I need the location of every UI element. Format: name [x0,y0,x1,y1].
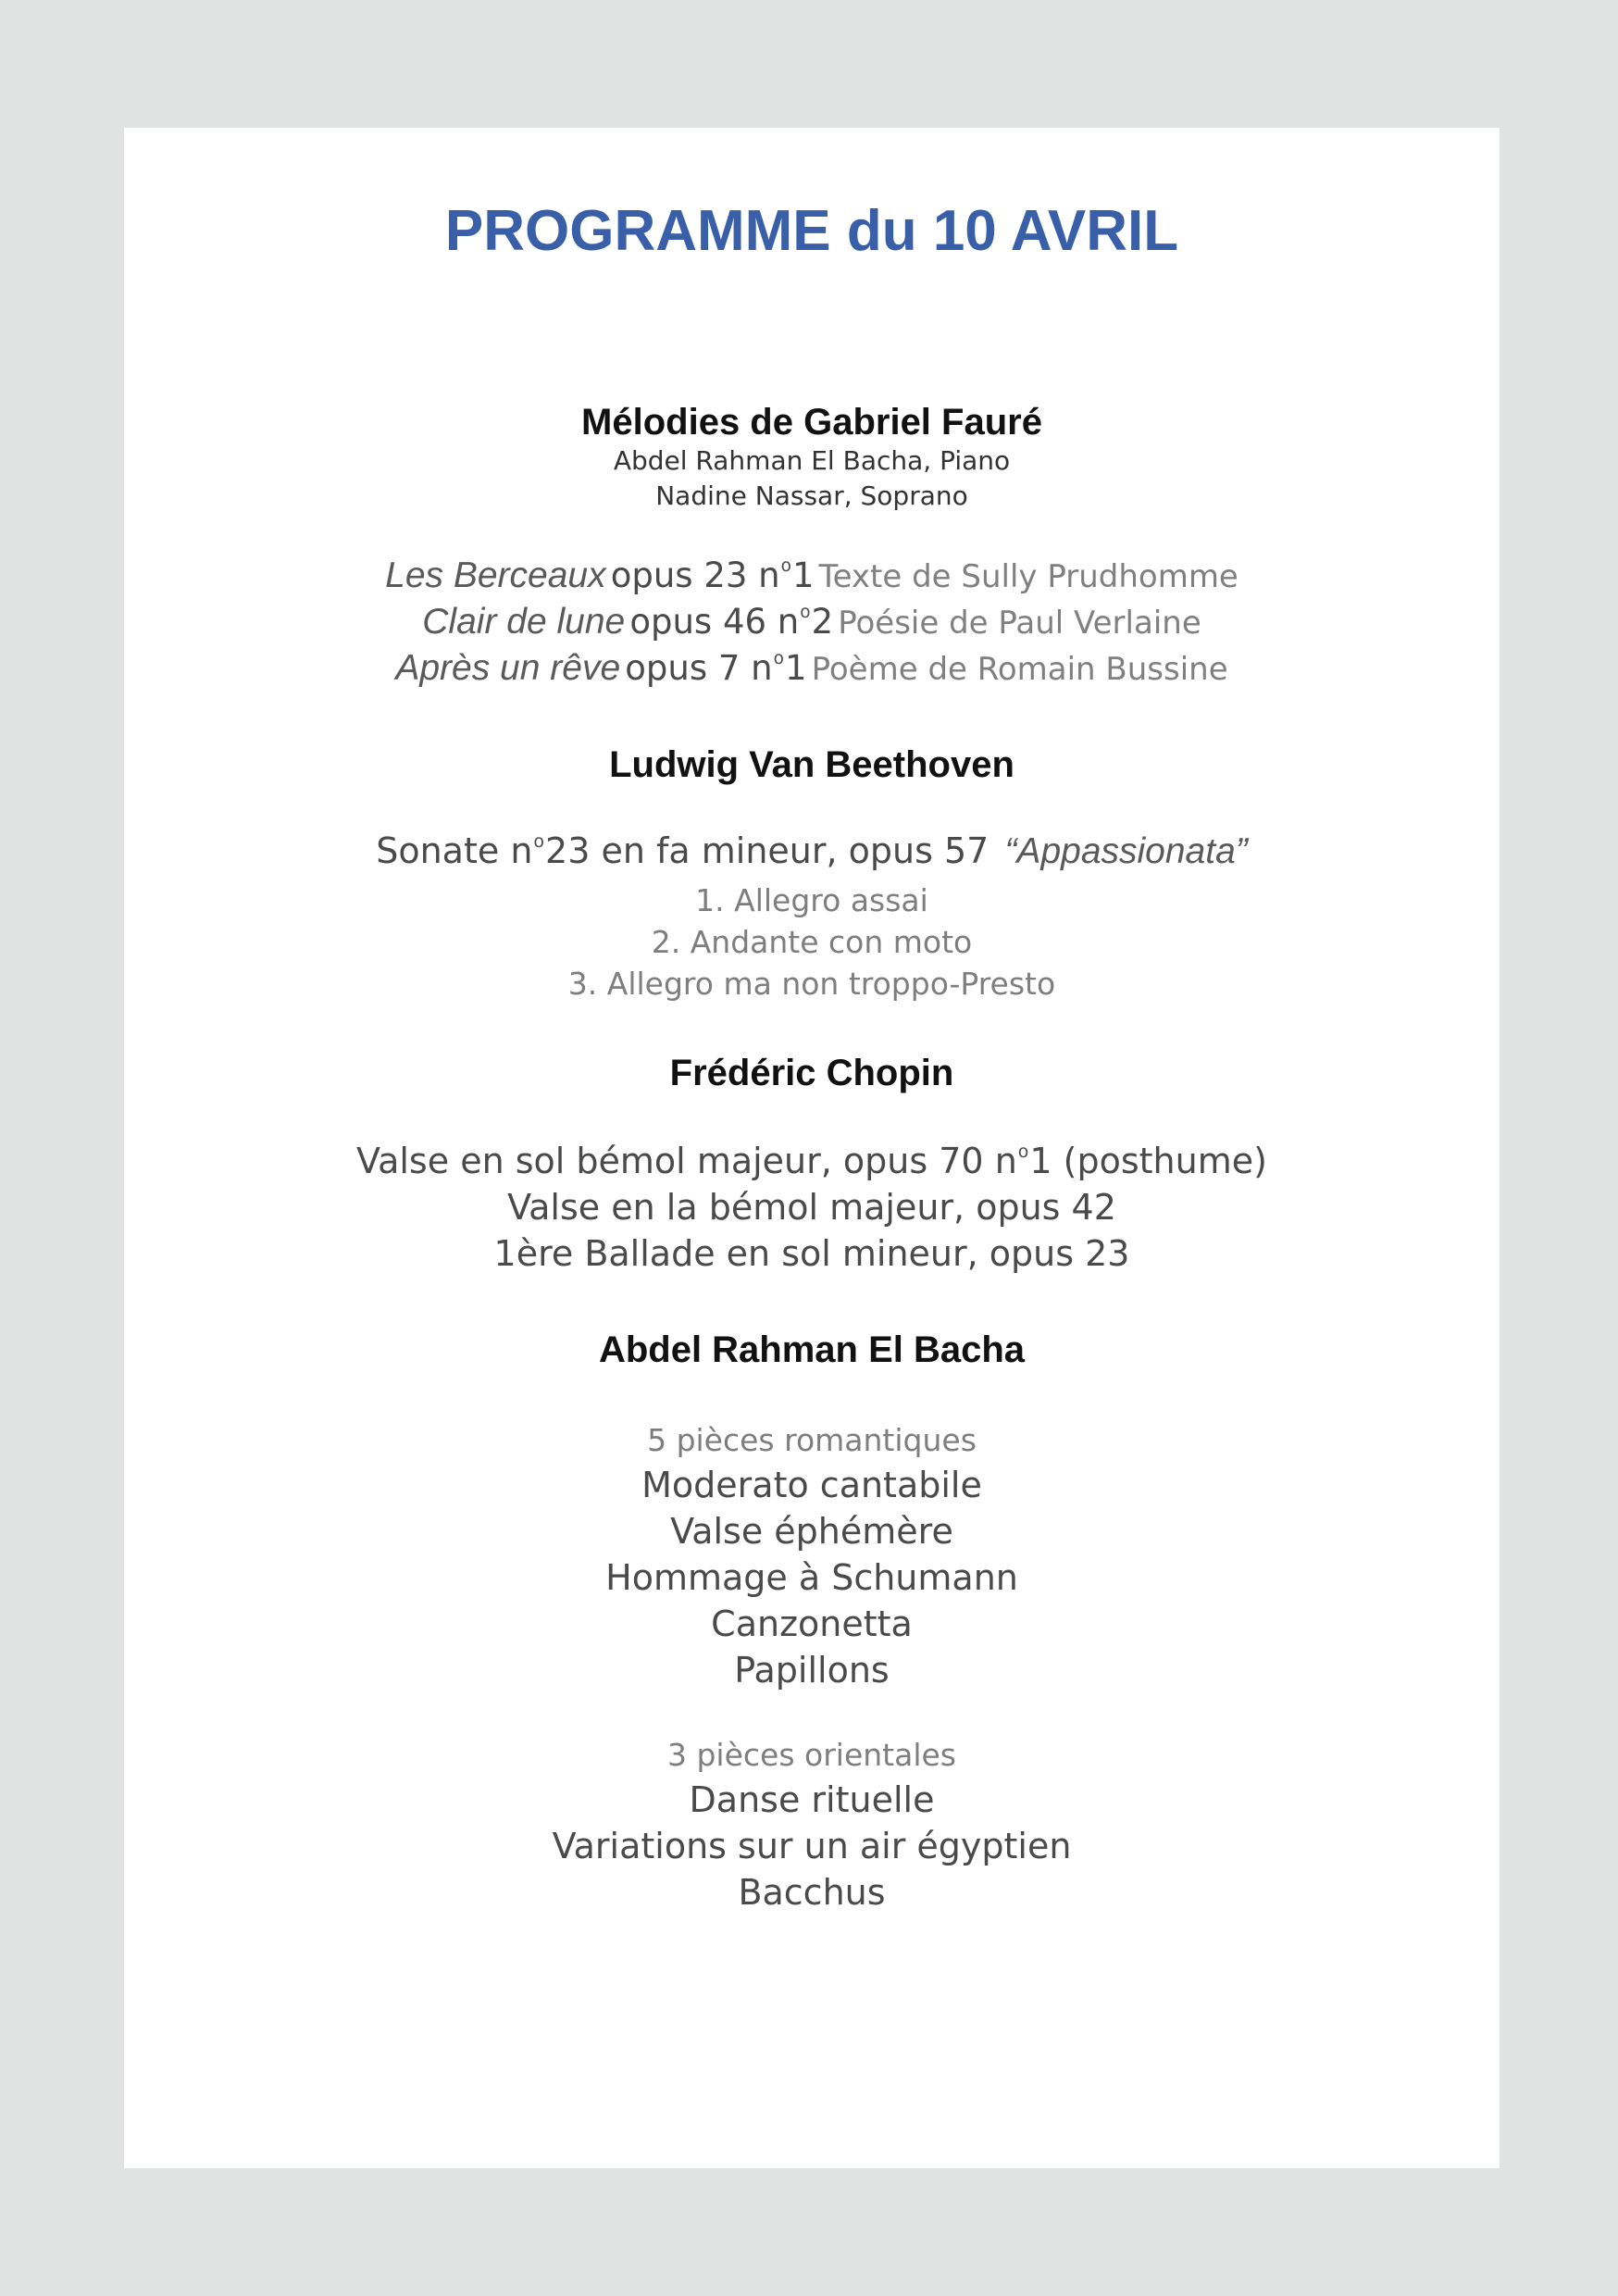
piece-item: Variations sur un air égyptien [552,1826,1072,1866]
sonata-nickname: “Appassionata” [1004,831,1248,871]
section-heading-faure: Mélodies de Gabriel Fauré [581,402,1042,443]
piece-item: Danse rituelle [689,1779,935,1820]
piece-item: Hommage à Schumann [605,1557,1018,1598]
movement-item: 3. Allegro ma non troppo-Presto [567,966,1056,1002]
sonata-line [124,830,1500,872]
movement-item: 2. Andante con moto [651,924,973,960]
section-heading-elbacha: Abdel Rahman El Bacha [598,1329,1026,1370]
work-item: 1ère Ballade en sol mineur, opus 23 [493,1233,1130,1274]
section-heading-chopin: Frédéric Chopin [669,1053,954,1093]
group-label: 5 pièces romantiques [647,1422,977,1458]
performer-line: Abdel Rahman El Bacha, Piano [613,445,1011,476]
movement-item: 1. Allegro assai [695,882,928,918]
group-label: 3 pièces orientales [666,1737,956,1773]
piece-item: Canzonetta [711,1603,913,1644]
programme-page [124,128,1500,2168]
piece-item: Papillons [734,1650,890,1691]
performer-line: Nadine Nassar, Soprano [655,480,968,511]
song-title: Après un rêve [395,648,621,688]
work-item: Valse en la bémol majeur, opus 42 [507,1187,1116,1228]
page-title: PROGRAMME du 10 AVRIL [444,199,1179,263]
song-line [124,602,1500,643]
song-line [124,648,1500,689]
song-opus: opus 7 $n^o1$ [625,648,807,688]
work-item: Valse en sol bémol majeur, opus 70 $n^o1$ (posthume) [356,1141,1267,1181]
section-heading-beethoven: Ludwig Van Beethoven [609,744,1014,785]
piece-item: Bacchus [738,1872,886,1913]
song-credit: Poésie de Paul Verlaine [838,605,1201,642]
sonata-title: Sonate $n^o23$ en fa mineur, opus 57 [376,830,989,871]
song-title: Les Berceaux [385,555,606,595]
song-opus: opus 46 $n^o2$ [629,602,834,642]
song-line [124,555,1500,596]
song-credit: Texte de Sully Prudhomme [818,558,1238,595]
piece-item: Valse éphémère [670,1511,953,1552]
song-credit: Poème de Romain Bussine [811,651,1228,688]
song-title: Clair de lune [422,602,626,642]
piece-item: Moderato cantabile [641,1465,982,1505]
song-opus: opus 23 $n^o1$ [610,555,815,595]
